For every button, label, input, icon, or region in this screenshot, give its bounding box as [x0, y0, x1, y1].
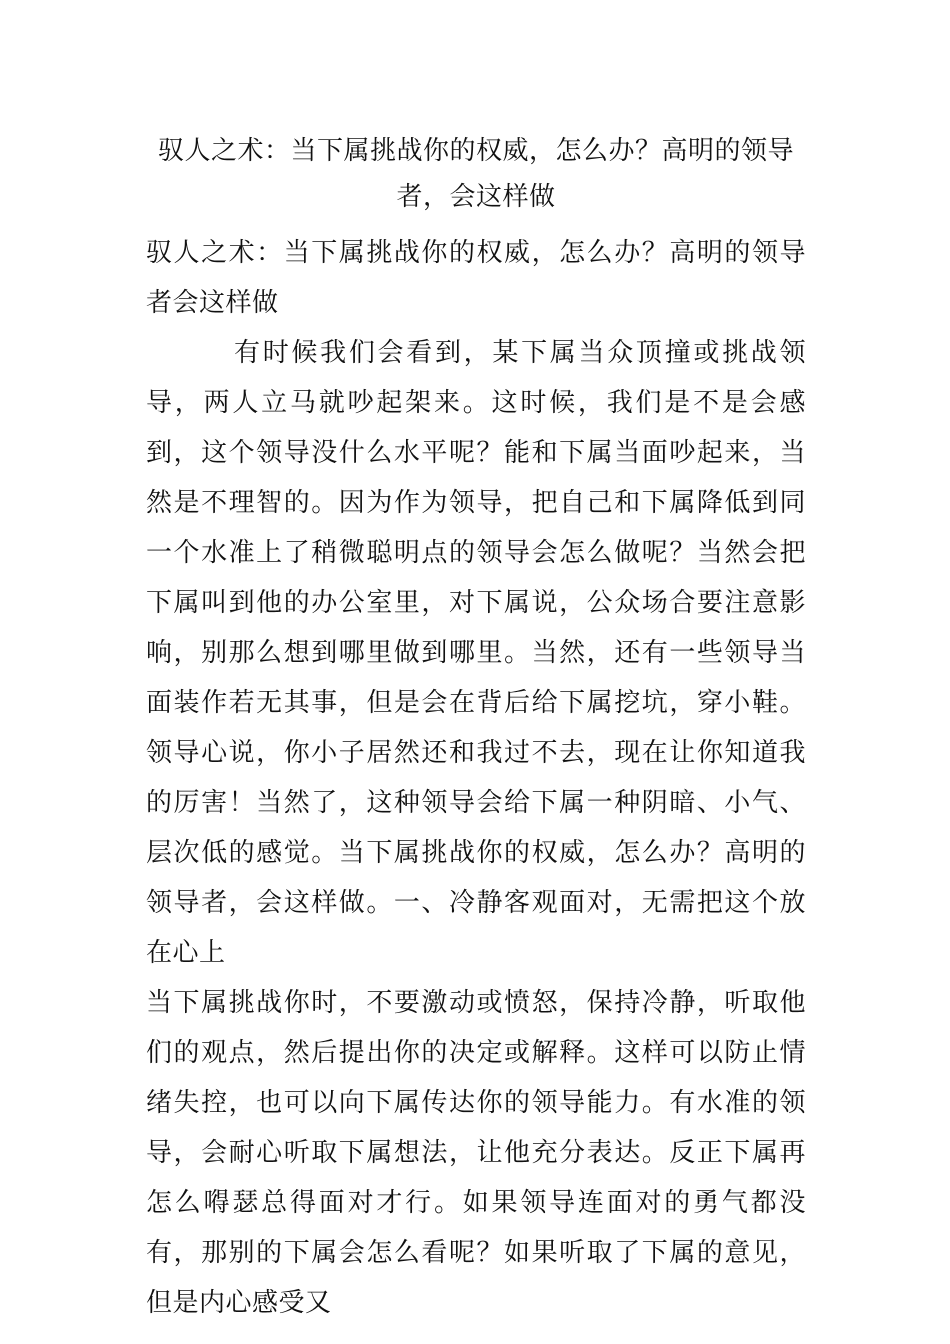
document-body — [146, 228, 806, 1328]
subtitle-paragraph: 驭人之术：当下属挑战你的权威，怎么办？高明的领导者会这样做 — [146, 238, 806, 318]
body-paragraph-1: 有时候我们会看到，某下属当众顶撞或挑战领导，两人立马就吵起架来。这时候，我们是不是会感到，这个领导没什么水平呢？能和下属当面吵起来，当然是不理智的。因为作为领导，把自己和下属降低到同一个水准上了稍微聪明点的领导会怎么做呢？当然会把下属叫到他的办公室里，对下属说，公众场合要注意影响，别那么想到哪里做到哪里。当然，还有一些领导当面装作若无其事，但是会在背后给下属挖坑，穿小鞋。领导心说，你小子居然还和我过不去，现在让你知道我的厉害！当然了，这种领导会给下属一种阴暗、小气、层次低的感觉。当下属挑战你的权威，怎么办？高明的领导者，会这样做。一、冷静客观面对，无需把这个放在心上 — [146, 338, 806, 968]
document-title: 驭人之术：当下属挑战你的权威，怎么办？高明的领导者，会这样做 — [157, 136, 794, 212]
body-paragraph-2: 当下属挑战你时，不要激动或愤怒，保持冷静，听取他们的观点，然后提出你的决定或解释。这样可以防止情绪失控，也可以向下属传达你的领导能力。有水准的领导，会耐心听取下属想法，让他充分表达。反正下属再怎么嘚瑟总得面对才行。如果领导连面对的勇气都没有，那别的下属会怎么看呢？如果听取了下属的意见，但是内心感受又 — [146, 988, 806, 1318]
